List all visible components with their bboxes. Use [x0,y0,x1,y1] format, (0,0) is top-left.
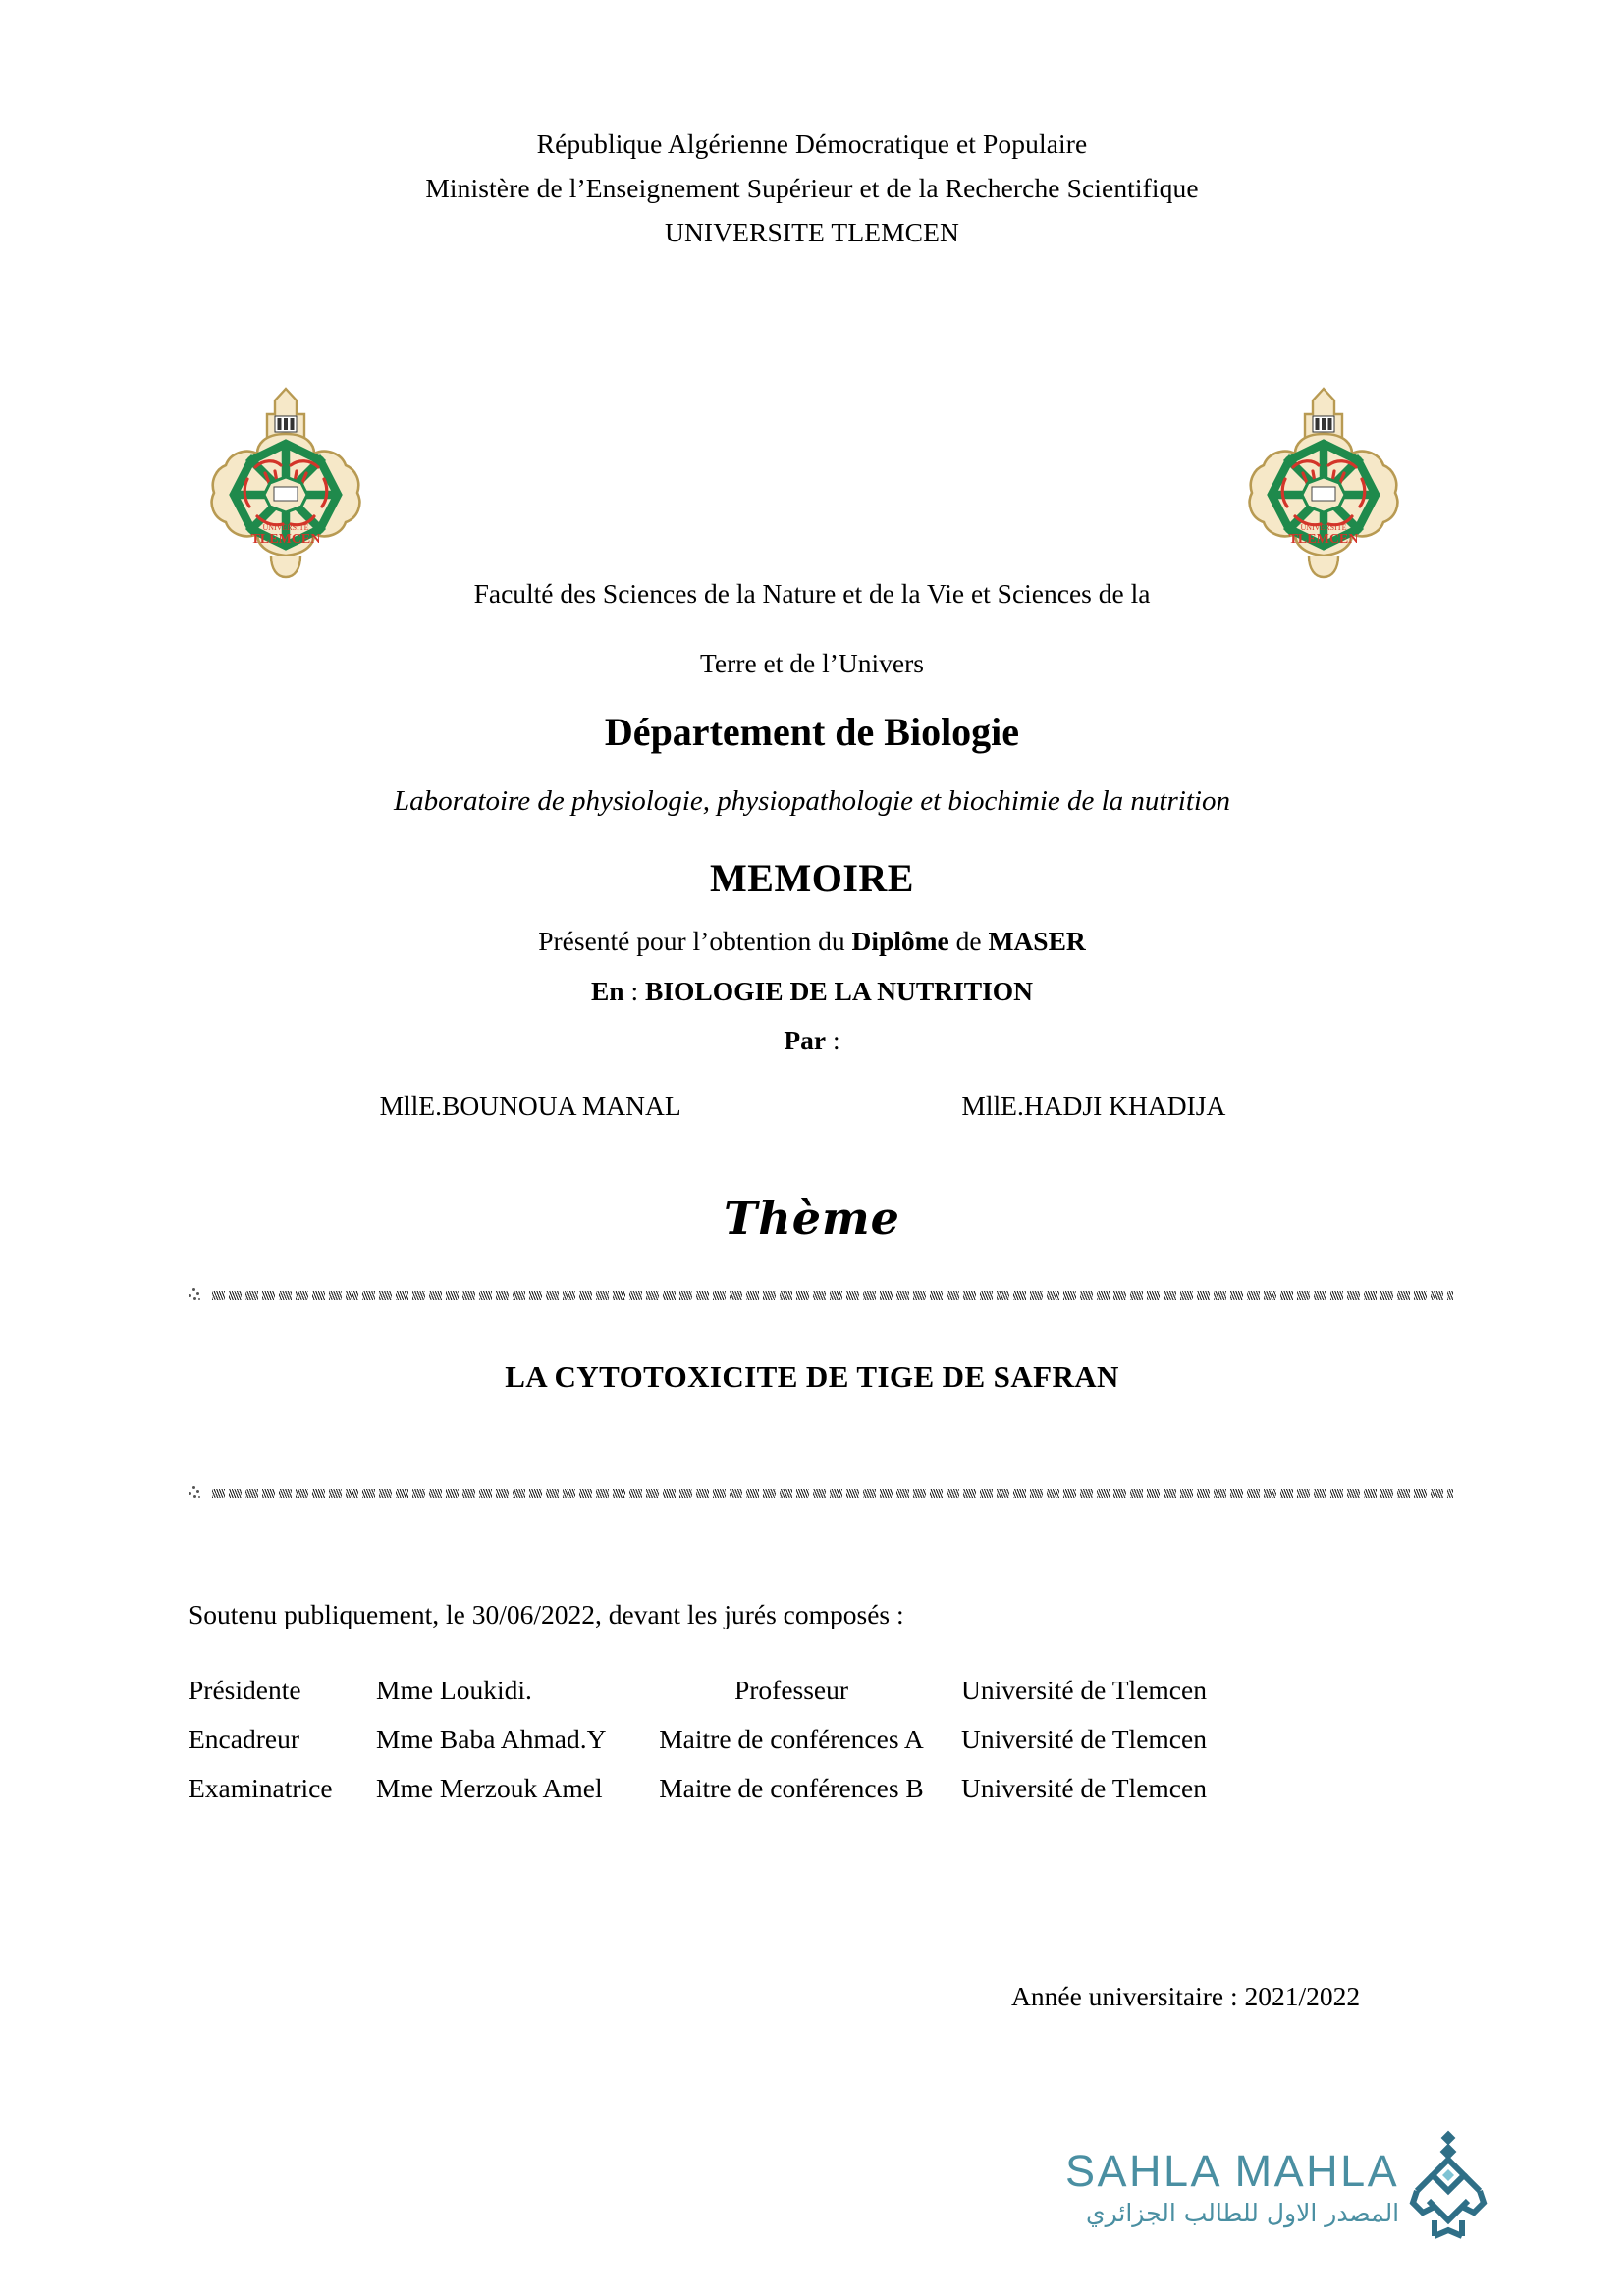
decorative-rule-top [187,1284,1453,1306]
thesis-title: LA CYTOTOXICITE DE TIGE DE SAFRAN [505,1360,1119,1394]
jury-university: Université de Tlemcen [961,1675,1207,1705]
table-row [189,1715,1275,1764]
specialty-separator: : [623,976,645,1006]
sahla-mahla-logo [1065,2128,1488,2249]
table-row [189,1764,1275,1813]
sahla-mahla-subtitle: المصدر الاول للطالب الجزائري [1086,2199,1400,2227]
ornament-dots-icon [187,1287,202,1303]
department-title: Département de Biologie [604,710,1020,754]
ornament-dots-icon [187,1485,202,1501]
emblem-caption-bottom: TLEMCEN [250,532,321,547]
universite-tlemcen-logo-left [192,385,379,581]
jury-role: Encadreur [189,1724,299,1754]
sahla-mahla-text [1065,2146,1400,2228]
author-name-1: MllE.BOUNOUA MANAL [379,1091,681,1121]
by-line [0,1025,1624,1056]
memoire-heading: MEMOIRE [710,856,914,900]
author-name-2: MllE.HADJI KHADIJA [961,1091,1226,1121]
universite-tlemcen-logo-right [1230,385,1417,581]
authors-row [0,1091,1624,1122]
emblem-body [1250,389,1398,577]
emblem-caption-top: UNIVERSITE [262,523,309,532]
jury-grade: Maitre de conférences B [659,1773,924,1803]
table-row [189,1666,1275,1715]
faculty-line-1: Faculté des Sciences de la Nature et de la Vie et Sciences de la [473,578,1151,609]
decorative-band [212,1291,1453,1300]
sahla-mahla-title: SAHLA MAHLA [1065,2146,1400,2196]
by-label: Par [784,1025,827,1055]
jury-university: Université de Tlemcen [961,1773,1207,1803]
header-line-ministry: Ministère de l’Enseignement Supérieur et de la Recherche Scientifique [425,173,1199,203]
presented-for-line [0,926,1624,957]
emblem-caption-bottom: TLEMCEN [1288,532,1359,547]
sahla-mahla-mark-icon [1409,2128,1488,2249]
theme-label: Thème [724,1192,900,1245]
decorative-band [212,1489,1453,1498]
faculty-line-2: Terre et de l’Univers [700,648,924,678]
specialty-value: BIOLOGIE DE LA NUTRITION [645,976,1034,1006]
jury-name: Mme Merzouk Amel [376,1773,603,1803]
jury-role: Examinatrice [189,1773,333,1803]
presented-prefix: Présenté pour l’obtention du [538,926,852,956]
jury-grade: Maitre de conférences A [659,1724,924,1754]
jury-table [189,1666,1275,1813]
emblem-caption-top: UNIVERSITE [1300,523,1347,532]
jury-university: Université de Tlemcen [961,1724,1207,1754]
jury-grade: Professeur [733,1675,849,1705]
jury-role: Présidente [189,1675,301,1705]
jury-name: Mme Loukidi. [376,1675,532,1705]
jury-name: Mme Baba Ahmad.Y [376,1724,607,1754]
specialty-label: En [590,976,624,1006]
presented-diploma: Diplôme [851,926,949,956]
decorative-rule-bottom [187,1482,1453,1504]
emblem-body [212,389,360,577]
specialty-line [0,976,1624,1007]
defense-intro: Soutenu publiquement, le 30/06/2022, devant les jurés composés : [189,1599,904,1629]
presented-mid: de [948,926,989,956]
by-separator: : [826,1025,840,1055]
header-line-university: UNIVERSITE TLEMCEN [665,217,959,247]
laboratory-line: Laboratoire de physiologie, physiopathologie et biochimie de la nutrition [394,785,1230,817]
header-line-republic: République Algérienne Démocratique et Populaire [536,129,1088,159]
academic-year: Année universitaire : 2021/2022 [1011,1981,1361,2011]
presented-degree: MASER [988,926,1086,956]
